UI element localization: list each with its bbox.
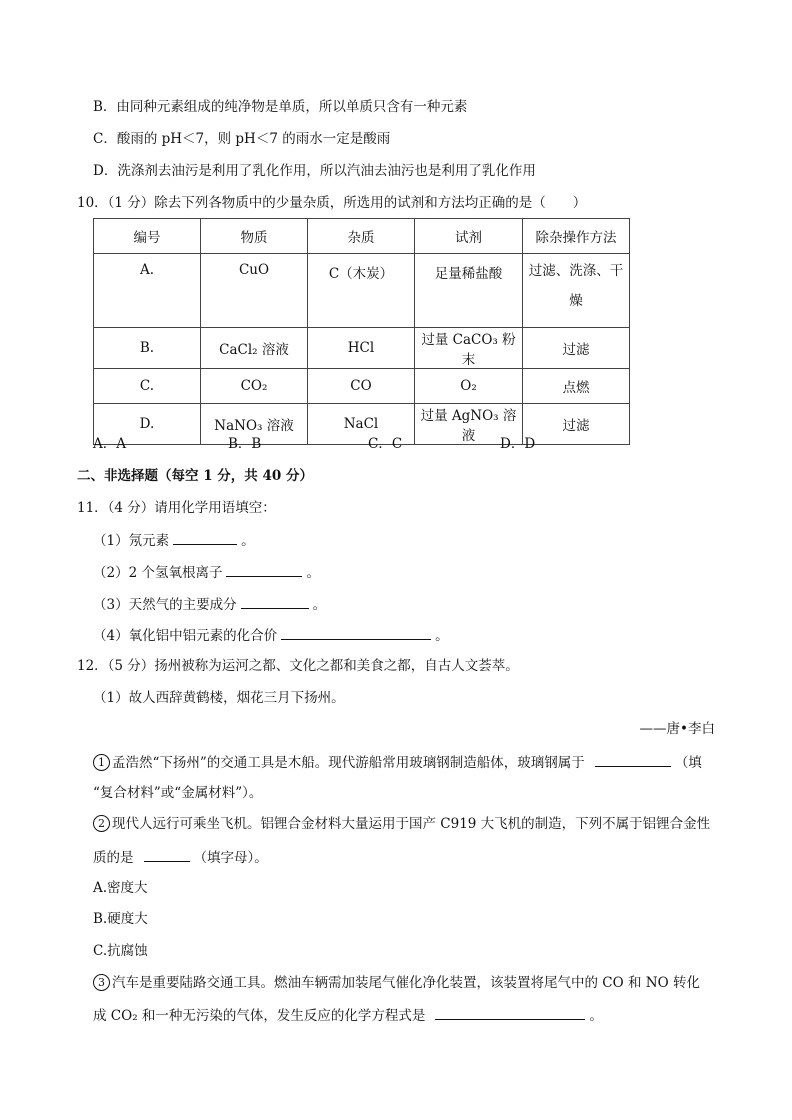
circled-number-2: 2 [93, 815, 110, 832]
q12-option-a: A.密度大 [93, 880, 148, 896]
q11-item-label: （2）2 个氢氧根离子 [93, 565, 223, 581]
circled-number-1: 1 [93, 754, 110, 771]
q10-choice-d: D．D [500, 436, 536, 452]
table-cell: C（木炭） [308, 254, 415, 328]
q10-table [93, 218, 630, 445]
answer-blank[interactable] [281, 625, 431, 640]
end-mark: 。 [241, 533, 255, 549]
table-cell: NaNO₃ 溶液 [201, 404, 308, 445]
end-mark: 。 [306, 565, 320, 581]
q9-option-d: D．洗涤剂去油污是利用了乳化作用，所以汽油去油污也是利用了乳化作用 [93, 163, 536, 179]
table-cell: 过滤 [523, 404, 630, 445]
table-cell: 点燃 [523, 369, 630, 404]
header-cell: 编号 [94, 219, 201, 254]
table-cell: 过量 AgNO₃ 溶液 [415, 404, 523, 445]
table-cell: A. [94, 254, 201, 328]
table-cell [523, 254, 630, 328]
q12-part2-text: 现代人远行可乘坐飞机。铝锂合金材料大量运用于国产 C919 大飞机的制造，下列不属于铝锂合金性 [112, 816, 711, 832]
header-cell: 杂质 [308, 219, 415, 254]
table-cell: 过量 CaCO₃ 粉末 [415, 328, 523, 369]
q10-choice-a: A．A [93, 436, 126, 452]
answer-blank[interactable] [595, 752, 671, 767]
q12-part3-text2: 成 CO₂ 和一种无污染的气体，发生反应的化学方程式是 [93, 1008, 426, 1024]
answer-blank[interactable] [241, 594, 309, 609]
q12-part1-line1 [93, 752, 702, 772]
q12-part1-text: 孟浩然“下扬州”的交通工具是木船。现代游船常用玻璃钢制造船体，玻璃钢属于 [112, 755, 585, 771]
table-row [94, 254, 630, 328]
answer-blank[interactable] [144, 847, 190, 862]
q12-part2-hint: （填字母）。 [193, 850, 268, 866]
table-row [94, 404, 630, 445]
table-header-row [94, 219, 630, 254]
method-line-1: 过滤、洗涤、干 [528, 263, 624, 279]
table-cell: CuO [201, 254, 308, 328]
q12-author: ——唐•李白 [639, 721, 715, 737]
table-cell: CaCl₂ 溶液 [201, 328, 308, 369]
table-cell: HCl [308, 328, 415, 369]
q11-item-label: （4）氧化铝中铝元素的化合价 [93, 628, 278, 644]
table-cell: NaCl [308, 404, 415, 445]
q12-part3-line1 [93, 974, 700, 992]
answer-blank[interactable] [173, 530, 237, 545]
q12-part3-text: 汽车是重要陆路交通工具。燃油车辆需加装尾气催化净化装置，该装置将尾气中的 CO 和 NO 转化 [112, 975, 700, 991]
q11-item-2 [93, 562, 320, 582]
header-cell: 试剂 [415, 219, 523, 254]
end-mark: 。 [589, 1008, 603, 1024]
end-mark: 。 [312, 597, 327, 613]
q11-item-4 [93, 625, 449, 645]
table-cell: 过滤 [523, 328, 630, 369]
q12-option-b: B.硬度大 [93, 911, 148, 927]
q12-part1-line2: “复合材料”或“金属材料”）。 [93, 785, 263, 801]
q10-choice-b: B．B [228, 436, 262, 452]
q12-part2-prefix: 质的是 [93, 850, 134, 866]
answer-blank[interactable] [226, 562, 302, 577]
method-line-2: 燥 [569, 293, 583, 309]
q12-poem: （1）故人西辞黄鹤楼，烟花三月下扬州。 [93, 690, 345, 706]
q12-part2-line2 [93, 847, 268, 867]
q11-item-label: （3）天然气的主要成分 [93, 597, 237, 613]
q10-choice-c: C．C [368, 436, 403, 452]
q11-item-3 [93, 594, 326, 614]
q12-part1-hint: （填 [674, 755, 702, 771]
table-row [94, 369, 630, 404]
q12-part2-line1 [93, 815, 710, 833]
q12-stem: 12．（5 分）扬州被称为运河之都、文化之都和美食之都，自古人文荟萃。 [77, 658, 519, 674]
q9-option-c: C．酸雨的 pH＜7，则 pH＜7 的雨水一定是酸雨 [93, 131, 391, 147]
table-cell: O₂ [415, 369, 523, 404]
end-mark: 。 [435, 628, 449, 644]
q11-item-label: （1）氖元素 [93, 533, 170, 549]
table-cell: CO [308, 369, 415, 404]
table-cell: 足量稀盐酸 [415, 254, 523, 328]
q9-option-b: B．由同种元素组成的纯净物是单质，所以单质只含有一种元素 [93, 99, 468, 115]
table-cell: C. [94, 369, 201, 404]
table-cell: CO₂ [201, 369, 308, 404]
table-row [94, 328, 630, 369]
header-cell: 物质 [201, 219, 308, 254]
header-cell: 除杂操作方法 [523, 219, 630, 254]
q12-option-c: C.抗腐蚀 [93, 943, 148, 959]
table-cell: D. [94, 404, 201, 445]
section-title: 二、非选择题（每空 1 分，共 40 分） [77, 468, 313, 484]
q10-stem: 10．（1 分）除去下列各物质中的少量杂质，所选用的试剂和方法均正确的是（ ） [77, 195, 587, 211]
table-cell: B. [94, 328, 201, 369]
circled-number-3: 3 [93, 974, 110, 991]
q11-item-1 [93, 530, 255, 550]
q11-stem: 11．（4 分）请用化学用语填空： [77, 500, 276, 516]
q12-part3-line2 [93, 1005, 603, 1025]
answer-blank[interactable] [435, 1005, 585, 1020]
